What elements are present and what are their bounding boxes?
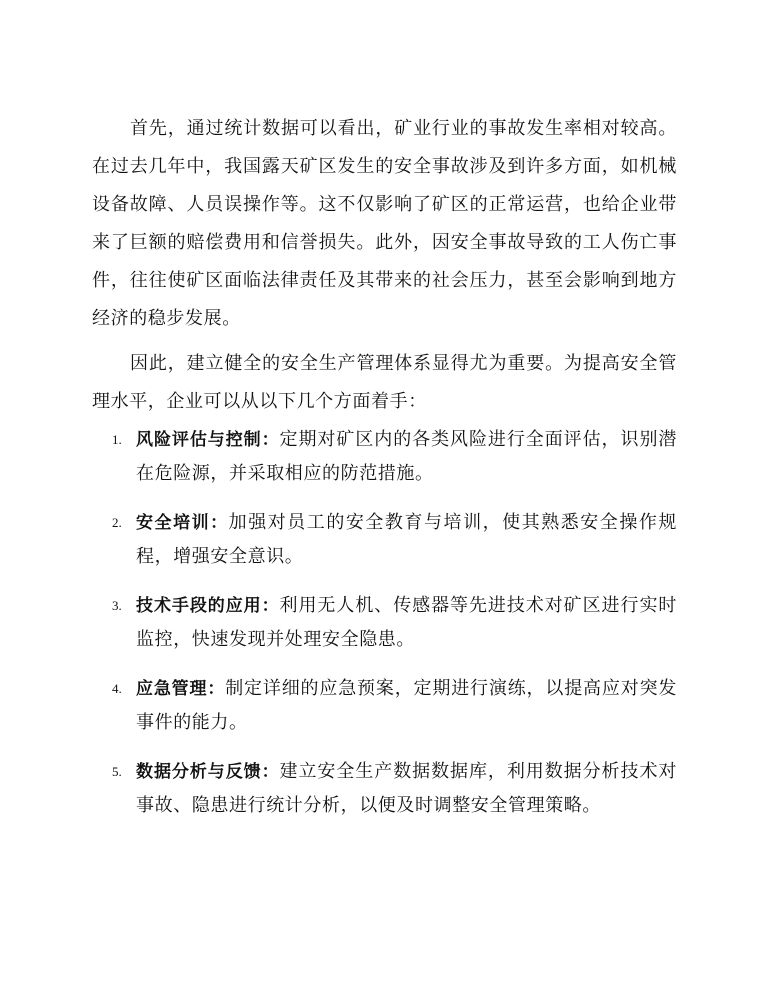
list-item [92, 589, 677, 656]
list-item-text: 建立安全生产数据数据库，利用数据分析技术对事故、隐患进行统计分析，以便及时调整安全管理策略。 [136, 761, 677, 816]
list-item-term: 应急管理： [136, 679, 226, 699]
list-item-text: 定期对矿区内的各类风险进行全面评估，识别潜在危险源，并采取相应的防范措施。 [136, 429, 677, 484]
list-item-number: 1. [112, 432, 122, 447]
list-item [92, 672, 677, 739]
paragraph-accident-statistics: 首先，通过统计数据可以看出，矿业行业的事故发生率相对较高。在过去几年中，我国露天矿区发生的安全事故涉及到许多方面，如机械设备故障、人员误操作等。这不仅影响了矿区的正常运营，也给企业带来了巨额的赔偿费用和信誉损失。此外，因安全事故导致的工人伤亡事件，往往使矿区面临法律责任及其带来的社会压力，甚至会影响到地方经济的稳步发展。 [92, 118, 677, 329]
list-item-term: 数据分析与反馈： [136, 762, 280, 782]
list-item-text: 制定详细的应急预案，定期进行演练，以提高应对突发事件的能力。 [136, 678, 678, 733]
measures-list [92, 423, 677, 838]
list-item-number: 2. [112, 515, 122, 530]
list-item-text: 加强对员工的安全教育与培训，使其熟悉安全操作规程，增强安全意识。 [136, 512, 677, 567]
paragraph-management-system: 因此，建立健全的安全生产管理体系显得尤为重要。为提高安全管理水平，企业可以从以下几个方面着手： [92, 353, 677, 412]
list-item [92, 506, 677, 573]
list-item-number: 4. [112, 681, 122, 696]
list-item-term: 技术手段的应用： [136, 596, 280, 616]
list-item [92, 755, 677, 822]
list-item-term: 安全培训： [136, 513, 229, 533]
list-item [92, 423, 677, 490]
list-item-number: 5. [112, 764, 122, 779]
list-item-number: 3. [112, 598, 122, 613]
list-item-term: 风险评估与控制： [136, 430, 280, 450]
list-item-text: 利用无人机、传感器等先进技术对矿区进行实时监控，快速发现并处理安全隐患。 [136, 595, 677, 650]
